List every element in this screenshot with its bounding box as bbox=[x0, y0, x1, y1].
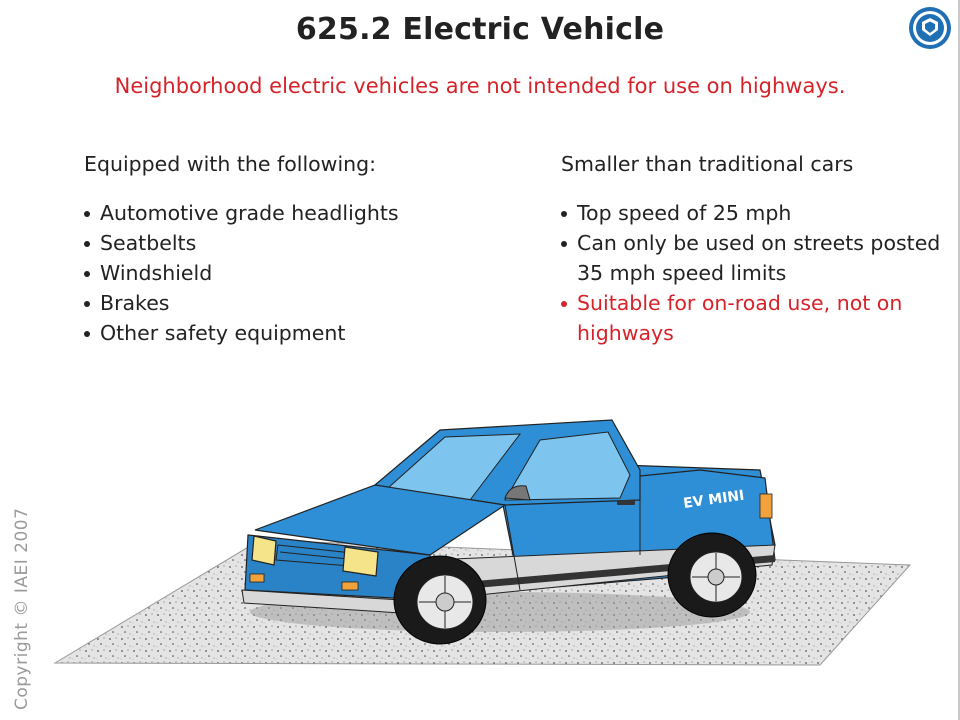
subtitle-warning: Neighborhood electric vehicles are not intended for use on highways. bbox=[114, 74, 846, 98]
vehicle-label: EV MINI bbox=[682, 487, 746, 512]
list-item: Can only be used on streets posted 35 mph speed limits bbox=[561, 228, 941, 288]
list-item: Automotive grade headlights bbox=[84, 198, 484, 228]
list-item-highlight: Suitable for on-road use, not on highways bbox=[561, 288, 941, 348]
page-title: 625.2 Electric Vehicle bbox=[295, 12, 665, 47]
list-item: Other safety equipment bbox=[84, 318, 484, 348]
copyright-text: Copyright © IAEI 2007 bbox=[12, 507, 32, 710]
list-item: Windshield bbox=[84, 258, 484, 288]
equipment-heading: Equipped with the following: bbox=[84, 152, 377, 176]
list-item: Top speed of 25 mph bbox=[561, 198, 941, 228]
list-item: Seatbelts bbox=[84, 228, 484, 258]
list-item: Brakes bbox=[84, 288, 484, 318]
size-heading: Smaller than traditional cars bbox=[561, 152, 854, 176]
